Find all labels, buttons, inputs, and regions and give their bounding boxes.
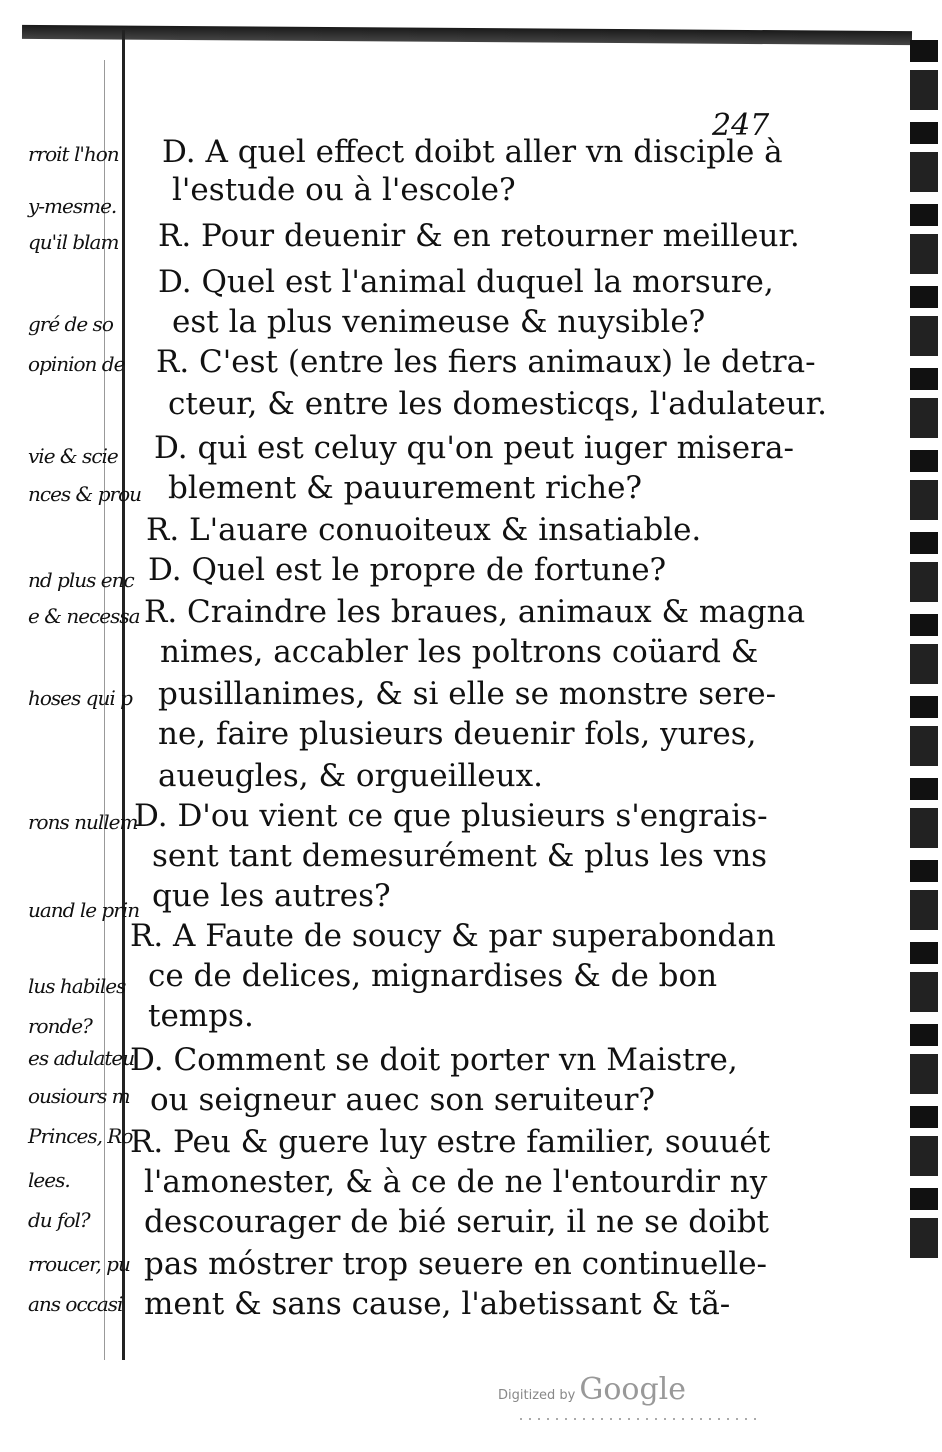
text-line: D. A quel effect doibt aller vn disciple à xyxy=(162,134,783,170)
digitized-by-label: Digitized by xyxy=(498,1388,576,1403)
text-line: pas móstrer trop seuere en continuelle- xyxy=(144,1246,768,1282)
text-line: R. L'auare conuoiteux & insatiable. xyxy=(146,512,702,548)
margin-fragment: vie & scie xyxy=(28,444,118,468)
margin-fragment: opinion de xyxy=(28,352,125,376)
margin-fragment: lus habiles xyxy=(28,974,126,998)
right-page-edge xyxy=(910,40,938,1260)
margin-fragment: es adulateu xyxy=(28,1046,135,1070)
google-logo: Google xyxy=(579,1372,686,1407)
margin-fragment: ronde? xyxy=(28,1014,92,1038)
margin-fragment: du fol? xyxy=(28,1208,90,1232)
text-line: temps. xyxy=(148,998,254,1034)
margin-fragment: gré de so xyxy=(28,312,113,336)
text-line: est la plus venimeuse & nuysible? xyxy=(172,304,706,340)
scan-noise xyxy=(520,1418,760,1420)
text-line: D. qui est celuy qu'on peut iuger misera- xyxy=(154,430,794,466)
margin-fragment: qu'il blam xyxy=(28,230,119,254)
left-margin-fragments xyxy=(28,0,141,1452)
margin-fragment: e & necessa xyxy=(28,604,140,628)
text-line: D. Quel est l'animal duquel la morsure, xyxy=(158,264,774,300)
text-line: D. Comment se doit porter vn Maistre, xyxy=(130,1042,738,1078)
page-number: 247 xyxy=(712,108,770,143)
margin-fragment: rons nullem xyxy=(28,810,138,834)
margin-fragment: Princes, Ro xyxy=(28,1124,133,1148)
text-line: R. Craindre les braues, animaux & magna xyxy=(144,594,806,630)
margin-fragment: rroit l'hon xyxy=(28,142,119,166)
text-line: ou seigneur auec son seruiteur? xyxy=(150,1082,656,1118)
text-line: R. Pour deuenir & en retourner meilleur. xyxy=(158,218,800,254)
margin-fragment: nces & prou xyxy=(28,482,141,506)
text-line: pusillanimes, & si elle se monstre sere- xyxy=(158,676,777,712)
text-line: que les autres? xyxy=(152,878,391,914)
text-line: descourager de bié seruir, il ne se doibt xyxy=(144,1204,770,1240)
text-line: ne, faire plusieurs deuenir fols, yures, xyxy=(158,716,757,752)
digitized-watermark xyxy=(498,1372,686,1407)
margin-fragment: rroucer, pu xyxy=(28,1252,130,1276)
margin-fragment: hoses qui p xyxy=(28,686,132,710)
text-line: R. Peu & guere luy estre familier, souuét xyxy=(130,1124,771,1160)
margin-fragment: ans occasi xyxy=(28,1292,123,1316)
margin-fragment: lees. xyxy=(28,1168,70,1192)
text-line: l'amonester, & à ce de ne l'entourdir ny xyxy=(144,1164,768,1200)
page-top-edge xyxy=(22,25,912,45)
text-line: l'estude ou à l'escole? xyxy=(172,172,516,208)
text-line: aueugles, & orgueilleux. xyxy=(158,758,543,794)
text-line: D. Quel est le propre de fortune? xyxy=(148,552,667,588)
margin-fragment: ousiours m xyxy=(28,1084,130,1108)
text-line: nimes, accabler les poltrons coüard & xyxy=(160,634,759,670)
text-line: R. A Faute de soucy & par superabondan xyxy=(130,918,776,954)
margin-fragment: y-mesme. xyxy=(28,194,117,218)
text-line: R. C'est (entre les fiers animaux) le detra- xyxy=(156,344,816,380)
text-line: ce de delices, mignardises & de bon xyxy=(148,958,718,994)
text-line: ment & sans cause, l'abetissant & tã- xyxy=(144,1286,731,1322)
text-line: cteur, & entre les domesticqs, l'adulateur. xyxy=(168,386,828,422)
text-line: blement & pauurement riche? xyxy=(168,470,643,506)
margin-fragment: nd plus enc xyxy=(28,568,134,592)
margin-fragment: uand le prin xyxy=(28,898,140,922)
text-line: sent tant demesurément & plus les vns xyxy=(152,838,768,874)
text-line: D. D'ou vient ce que plusieurs s'engrais- xyxy=(134,798,768,834)
